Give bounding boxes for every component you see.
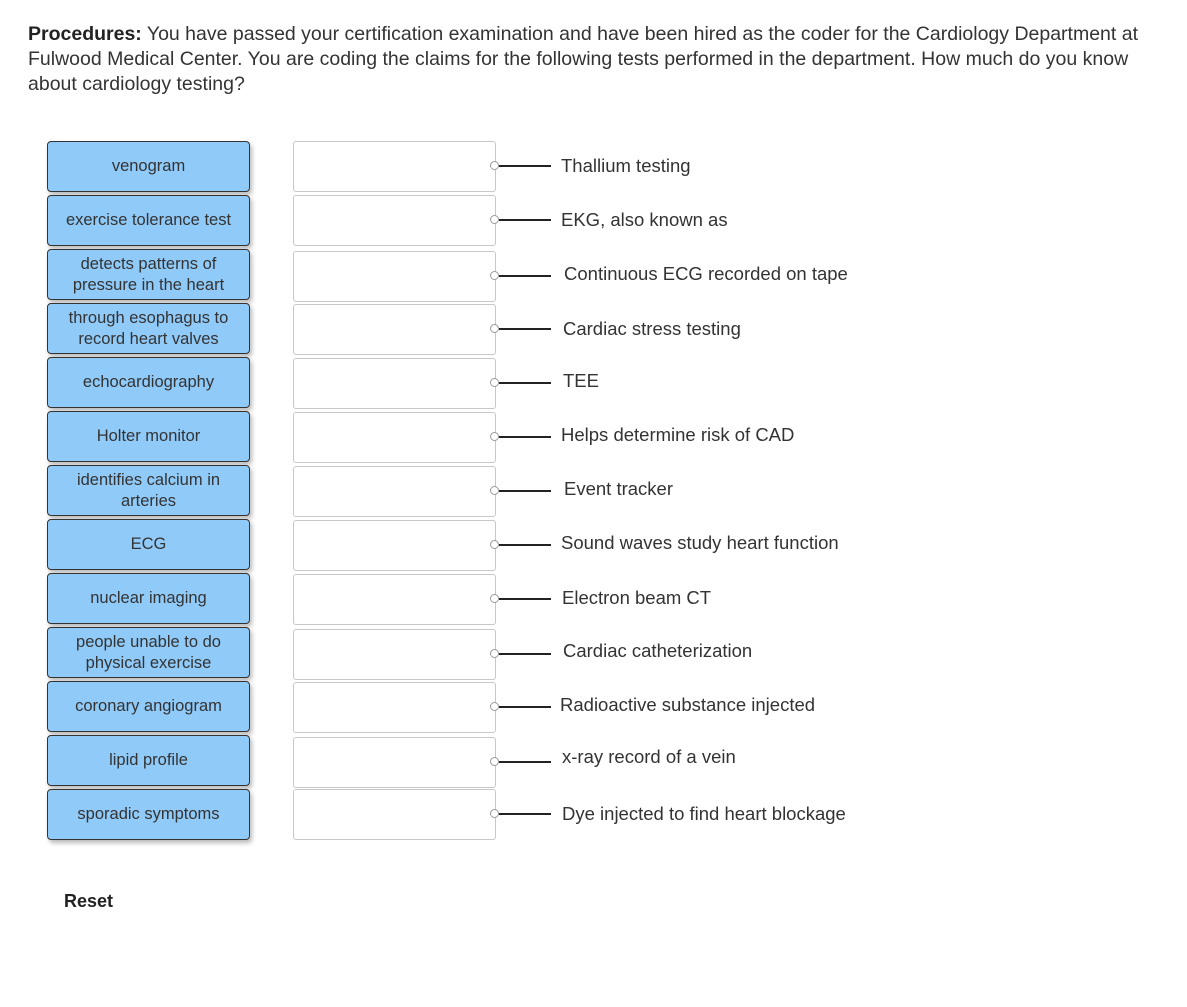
match-row: [293, 466, 913, 518]
match-prompt: Dye injected to find heart blockage: [562, 803, 846, 824]
answer-tile[interactable]: people unable to do physical exercise: [47, 627, 250, 678]
match-row: [293, 251, 913, 303]
drop-zone[interactable]: [293, 629, 496, 680]
match-prompt: Cardiac catheterization: [563, 640, 753, 661]
connector-line: [499, 813, 551, 815]
instructions-paragraph: [28, 22, 1138, 97]
drop-zone[interactable]: [293, 789, 496, 840]
match-prompt: Thallium testing: [561, 155, 691, 176]
drop-zone[interactable]: [293, 466, 496, 517]
drop-zone[interactable]: [293, 737, 496, 788]
connector-dot: [490, 432, 499, 441]
connector-line: [499, 490, 551, 492]
connector-line: [499, 436, 551, 438]
match-row: [293, 629, 913, 681]
match-row: [293, 789, 913, 841]
connector-dot: [490, 378, 499, 387]
instructions-lead: Procedures:: [28, 23, 142, 45]
drop-zone[interactable]: [293, 141, 496, 192]
match-row: [293, 141, 913, 193]
connector-dot: [490, 324, 499, 333]
answer-tile[interactable]: nuclear imaging: [47, 573, 250, 624]
drop-zone[interactable]: [293, 304, 496, 355]
drop-zone[interactable]: [293, 412, 496, 463]
answer-tile[interactable]: exercise tolerance test: [47, 195, 250, 246]
drop-zone[interactable]: [293, 251, 496, 302]
match-prompt: Event tracker: [564, 478, 673, 499]
match-prompt: x-ray record of a vein: [562, 746, 736, 767]
connector-line: [499, 219, 551, 221]
answer-tile[interactable]: lipid profile: [47, 735, 250, 786]
match-prompt: Radioactive substance injected: [560, 694, 816, 715]
match-row: [293, 358, 913, 410]
connector-dot: [490, 702, 499, 711]
match-prompt: Continuous ECG recorded on tape: [564, 263, 848, 284]
drop-zone[interactable]: [293, 358, 496, 409]
match-prompt: Helps determine risk of CAD: [561, 424, 795, 445]
connector-dot: [490, 271, 499, 280]
answer-tile[interactable]: detects patterns of pressure in the heart: [47, 249, 250, 300]
match-prompt: Sound waves study heart function: [561, 532, 839, 553]
connector-dot: [490, 486, 499, 495]
connector-line: [499, 328, 551, 330]
connector-line: [499, 382, 551, 384]
instructions-text: You have passed your certification examination and have been hired as the coder for the Cardiology Department at Fulwood Medical Center. You are coding the claims for the following tests performed in the department. How much do you know about cardiology testing?: [28, 23, 1139, 95]
drop-zone[interactable]: [293, 574, 496, 625]
connector-line: [499, 544, 551, 546]
match-row: [293, 195, 913, 247]
answer-tile[interactable]: echocardiography: [47, 357, 250, 408]
drop-zone[interactable]: [293, 520, 496, 571]
connector-line: [499, 165, 551, 167]
match-row: [293, 412, 913, 464]
connector-dot: [490, 215, 499, 224]
match-row: [293, 682, 913, 734]
connector-line: [499, 598, 551, 600]
match-row: [293, 304, 913, 356]
connector-line: [499, 275, 551, 277]
answer-tile[interactable]: venogram: [47, 141, 250, 192]
connector-line: [499, 653, 551, 655]
answer-tile[interactable]: coronary angiogram: [47, 681, 250, 732]
match-row: [293, 520, 913, 572]
match-prompt: Cardiac stress testing: [563, 318, 741, 339]
drop-zone[interactable]: [293, 682, 496, 733]
connector-line: [499, 761, 551, 763]
connector-dot: [490, 161, 499, 170]
answer-tile[interactable]: sporadic symptoms: [47, 789, 250, 840]
connector-line: [499, 706, 551, 708]
match-prompt: Electron beam CT: [562, 587, 712, 608]
answer-tile[interactable]: through esophagus to record heart valves: [47, 303, 250, 354]
answer-tile[interactable]: identifies calcium in arteries: [47, 465, 250, 516]
match-prompt: EKG, also known as: [561, 209, 728, 230]
connector-dot: [490, 809, 499, 818]
connector-dot: [490, 649, 499, 658]
connector-dot: [490, 540, 499, 549]
match-prompt: TEE: [563, 370, 599, 391]
match-row: [293, 737, 913, 789]
connector-dot: [490, 757, 499, 766]
answer-tile[interactable]: ECG: [47, 519, 250, 570]
reset-button[interactable]: Reset: [64, 891, 114, 911]
connector-dot: [490, 594, 499, 603]
answer-tile[interactable]: Holter monitor: [47, 411, 250, 462]
drop-zone[interactable]: [293, 195, 496, 246]
match-row: [293, 574, 913, 626]
